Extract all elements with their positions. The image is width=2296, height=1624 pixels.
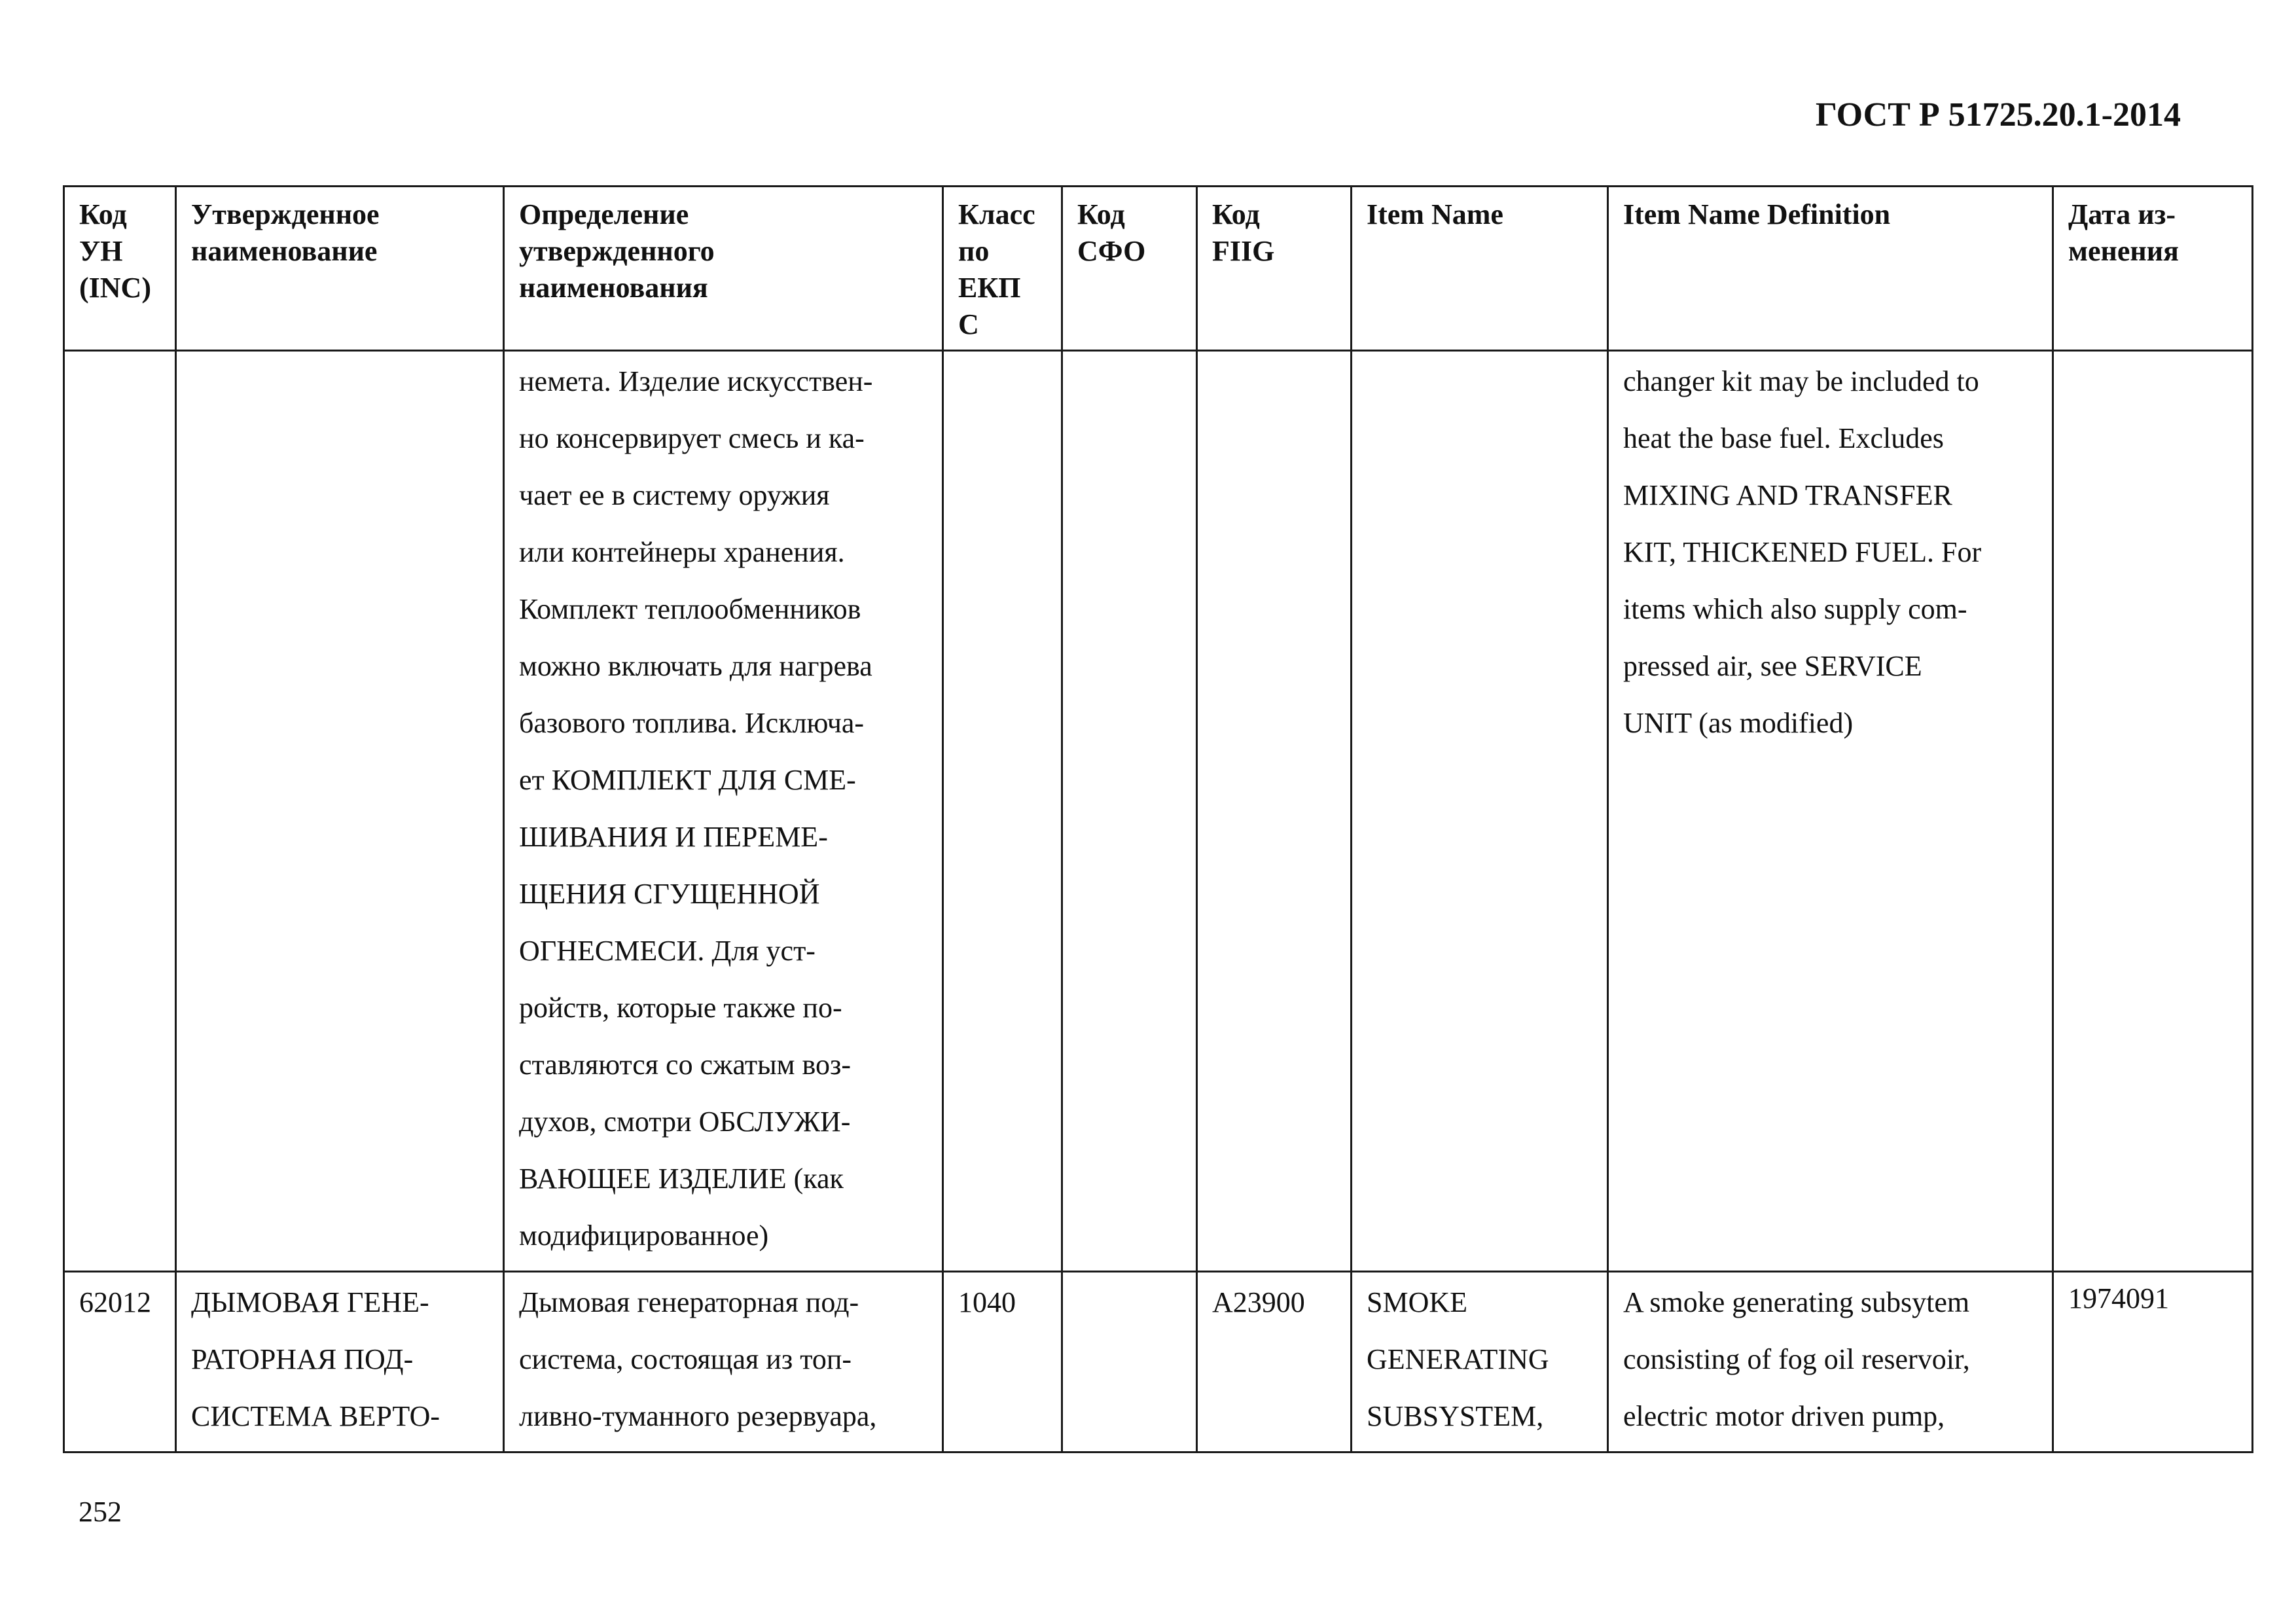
header-inc: Код УН (INC) [64, 187, 176, 351]
page-number: 252 [79, 1496, 122, 1528]
classification-table [63, 185, 2253, 1453]
cell-class-ekps [943, 351, 1062, 1272]
header-code-fiig: Код FIIG [1197, 187, 1352, 351]
header-approved-name: Утвержденное наименование [176, 187, 504, 351]
header-class-ekps: Класс по ЕКП С [943, 187, 1062, 351]
cell-class-ekps: 1040 [943, 1272, 1062, 1453]
cell-definition-ru: немета. Изделие искусствен- но консервирует смесь и ка- чает ее в систему оружия или контейнеры хранения. Комплект теплообменников можно включать для нагрева базового топлива. Исключа- ет КОМПЛЕКТ ДЛЯ СМЕ- ШИВАНИЯ И ПЕРЕМЕ- ЩЕНИЯ СГУЩЕННОЙ ОГНЕСМЕСИ. Для уст- ройств, которые также по- ставляются со сжатым воз- духов, смотри ОБСЛУЖИ- ВАЮЩЕЕ ИЗДЕЛИЕ (как модифицированное) [504, 351, 943, 1272]
cell-item-name [1352, 351, 1608, 1272]
cell-change-date: 1974091 [2053, 1272, 2253, 1453]
table-header-row [64, 187, 2253, 351]
cell-change-date [2053, 351, 2253, 1272]
header-item-name-definition: Item Name Definition [1608, 187, 2053, 351]
cell-code-sfo [1062, 351, 1197, 1272]
cell-code-sfo [1062, 1272, 1197, 1453]
cell-inc [64, 351, 176, 1272]
cell-definition-ru: Дымовая генераторная под- система, состоящая из топ- ливно-туманного резервуара, [504, 1272, 943, 1453]
header-name-definition: Определение утвержденного наименования [504, 187, 943, 351]
table-row [64, 1272, 2253, 1453]
cell-definition-en: A smoke generating subsytem consisting of fog oil reservoir, electric motor driven pump, [1608, 1272, 2053, 1453]
cell-item-name: SMOKE GENERATING SUBSYSTEM, [1352, 1272, 1608, 1453]
cell-code-fiig [1197, 351, 1352, 1272]
cell-approved-name: ДЫМОВАЯ ГЕНЕ- РАТОРНАЯ ПОД- СИСТЕМА ВЕРТО- [176, 1272, 504, 1453]
document-code: ГОСТ Р 51725.20.1-2014 [1815, 96, 2181, 134]
header-code-sfo: Код СФО [1062, 187, 1197, 351]
header-item-name: Item Name [1352, 187, 1608, 351]
cell-code-fiig: A23900 [1197, 1272, 1352, 1453]
cell-approved-name [176, 351, 504, 1272]
cell-inc: 62012 [64, 1272, 176, 1453]
cell-definition-en: changer kit may be included to heat the base fuel. Excludes MIXING AND TRANSFER KIT, THICKENED FUEL. For items which also supply com- pressed air, see SERVICE UNIT (as modified) [1608, 351, 2053, 1272]
table-row [64, 351, 2253, 1272]
header-change-date: Дата из- менения [2053, 187, 2253, 351]
